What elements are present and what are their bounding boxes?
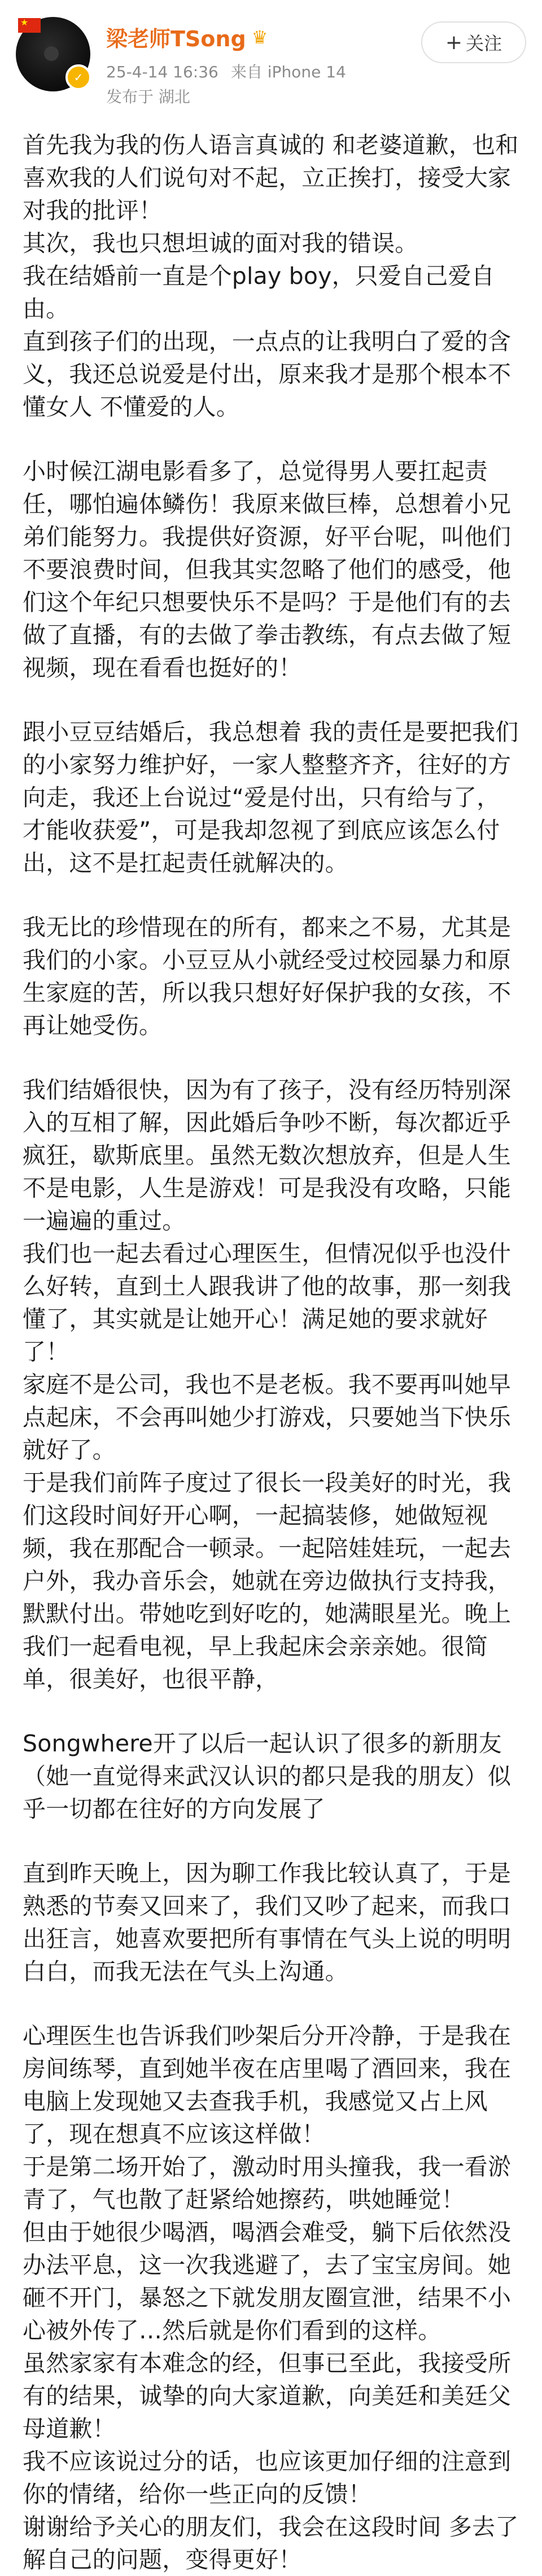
paragraph-gap xyxy=(23,423,519,455)
post-meta xyxy=(106,61,346,84)
paragraph-gap xyxy=(23,879,519,911)
post-text-line: 我不应该说过分的话，也应该更加仔细的注意到你的情绪，给你一些正向的反馈！ xyxy=(23,2448,512,2508)
avatar-emblem xyxy=(44,46,59,61)
name-row xyxy=(106,21,268,52)
post-location: 发布于 湖北 xyxy=(106,87,190,106)
paragraph-gap xyxy=(23,1696,519,1727)
post-text-line: 我在结婚前一直是个play boy，只爱自己爱自由。 xyxy=(23,262,495,322)
follow-button[interactable] xyxy=(421,21,526,63)
post-text-line: 跟小豆豆结婚后，我总想着 我的责任是要把我们的小家努力维护好，一家人整整齐齐，往好的方向走，我还上台说过“爱是付出，只有给与了，才能收获爱”，可是我却忽视了到底应该怎么付出，这不是扛起责任就解决的。 xyxy=(23,719,519,877)
post-text-line: Songwhere开了以后一起认识了很多的新朋友（她一直觉得来武汉认识的都只是我的朋友）似乎一切都在往好的方向发展了 xyxy=(23,1730,512,1823)
username[interactable]: 梁老师TSong xyxy=(106,27,246,51)
post-body xyxy=(0,129,542,2576)
avatar[interactable] xyxy=(16,17,90,91)
post-header xyxy=(0,0,542,129)
post-text-line: 小时候江湖电影看多了，总觉得男人要扛起责任，哪怕遍体鳞伤！我原来做巨棒，总想着小兄弟们能努力。我提供好资源，好平台呢，叫他们不要浪费时间，但我其实忽略了他们的感受，他们这个年纪只想要快乐不是吗？于是他们有的去做了直播，有的去做了拳击教练，有点去做了短视频，现在看看也挺好的！ xyxy=(23,458,512,681)
post-text-line: 直到昨天晚上，因为聊工作我比较认真了，于是熟悉的节奏又回来了，我们又吵了起来，而我口出狂言，她喜欢要把所有事情在气头上说的明明白白，而我无法在气头上沟通。 xyxy=(23,1860,512,1985)
timestamp: 25-4-14 16:36 xyxy=(106,63,218,81)
flag-icon xyxy=(18,18,41,33)
paragraph-gap xyxy=(23,1042,519,1074)
paragraph-gap xyxy=(23,1988,519,2019)
post-text-line: 但由于她很少喝酒，喝酒会难受，躺下后依然没办法平息，这一次我逃避了，去了宝宝房间。她砸不开门，暴怒之下就发朋友圈宣泄，结果不小心被外传了…然后就是你们看到的这样。 xyxy=(23,2219,512,2344)
crown-icon: ♛ xyxy=(251,26,268,48)
paragraph-gap xyxy=(23,1825,519,1857)
verified-badge-icon: ✓ xyxy=(65,64,91,90)
post-text-line: 于是我们前阵子度过了很长一段美好的时光，我们这段时间好开心啊，一起搞装修，她做短视频，我在那配合一顿录。一起陪娃娃玩，一起去户外，我办音乐会，她就在旁边做执行支持我，默默付出。带她吃到好吃的，她满眼星光。晚上我们一起看电视，早上我起床会亲亲她。很简单，很美好，也很平静， xyxy=(23,1469,512,1693)
paragraph-gap xyxy=(23,684,519,716)
post-text-line: 谢谢给予关心的朋友们，我会在这段时间 多去了解自己的问题，变得更好！ xyxy=(23,2513,519,2573)
post-text-line: 我们也一起去看过心理医生，但情况似乎也没什么好转，直到土人跟我讲了他的故事，那一刻我懂了，其实就是让她开心！满足她的要求就好了！ xyxy=(23,1240,512,1365)
post-text-line: 我们结婚很快，因为有了孩子，没有经历特别深入的互相了解，因此婚后争吵不断，每次都近乎疯狂，歇斯底里。虽然无数次想放弃，但是人生不是电影，人生是游戏！可是我没有攻略，只能一遍遍的重过。 xyxy=(23,1076,512,1234)
post-text-line: 其次，我也只想坦诚的面对我的错误。 xyxy=(23,230,418,257)
post-text-line: 直到孩子们的出现，一点点的让我明白了爱的含义，我还总说爱是付出，原来我才是那个根本不懂女人 不懂爱的人。 xyxy=(23,328,512,420)
post-text-line: 家庭不是公司，我也不是老板。我不要再叫她早点起床，不会再叫她少打游戏，只要她当下快乐就好了。 xyxy=(23,1371,512,1464)
post-source: 来自 iPhone 14 xyxy=(230,63,346,81)
plus-icon: + xyxy=(445,30,463,54)
post-text-line: 虽然家家有本难念的经，但事已至此，我接受所有的结果，诚挚的向大家道歉，向美廷和美廷父母道歉！ xyxy=(23,2350,512,2442)
post-text-line: 心理医生也告诉我们吵架后分开冷静，于是我在房间练琴，直到她半夜在店里喝了酒回来，我在电脑上发现她又去查我手机，我感觉又占上风了，现在想真不应该这样做！ xyxy=(23,2022,512,2148)
post-text-line: 我无比的珍惜现在的所有，都来之不易，尤其是我们的小家。小豆豆从小就经受过校园暴力和原生家庭的苦，所以我只想好好保护我的女孩，不再让她受伤。 xyxy=(23,914,512,1039)
post-text-line: 首先我为我的伤人语言真诚的 和老婆道歉，也和喜欢我的人们说句对不起，立正挨打，接受大家对我的批评！ xyxy=(23,132,519,224)
post-text-line: 于是第二场开始了，激动时用头撞我，我一看淤青了，气也散了赶紧给她擦药，哄她睡觉！ xyxy=(23,2153,512,2213)
follow-label: 关注 xyxy=(466,33,502,54)
